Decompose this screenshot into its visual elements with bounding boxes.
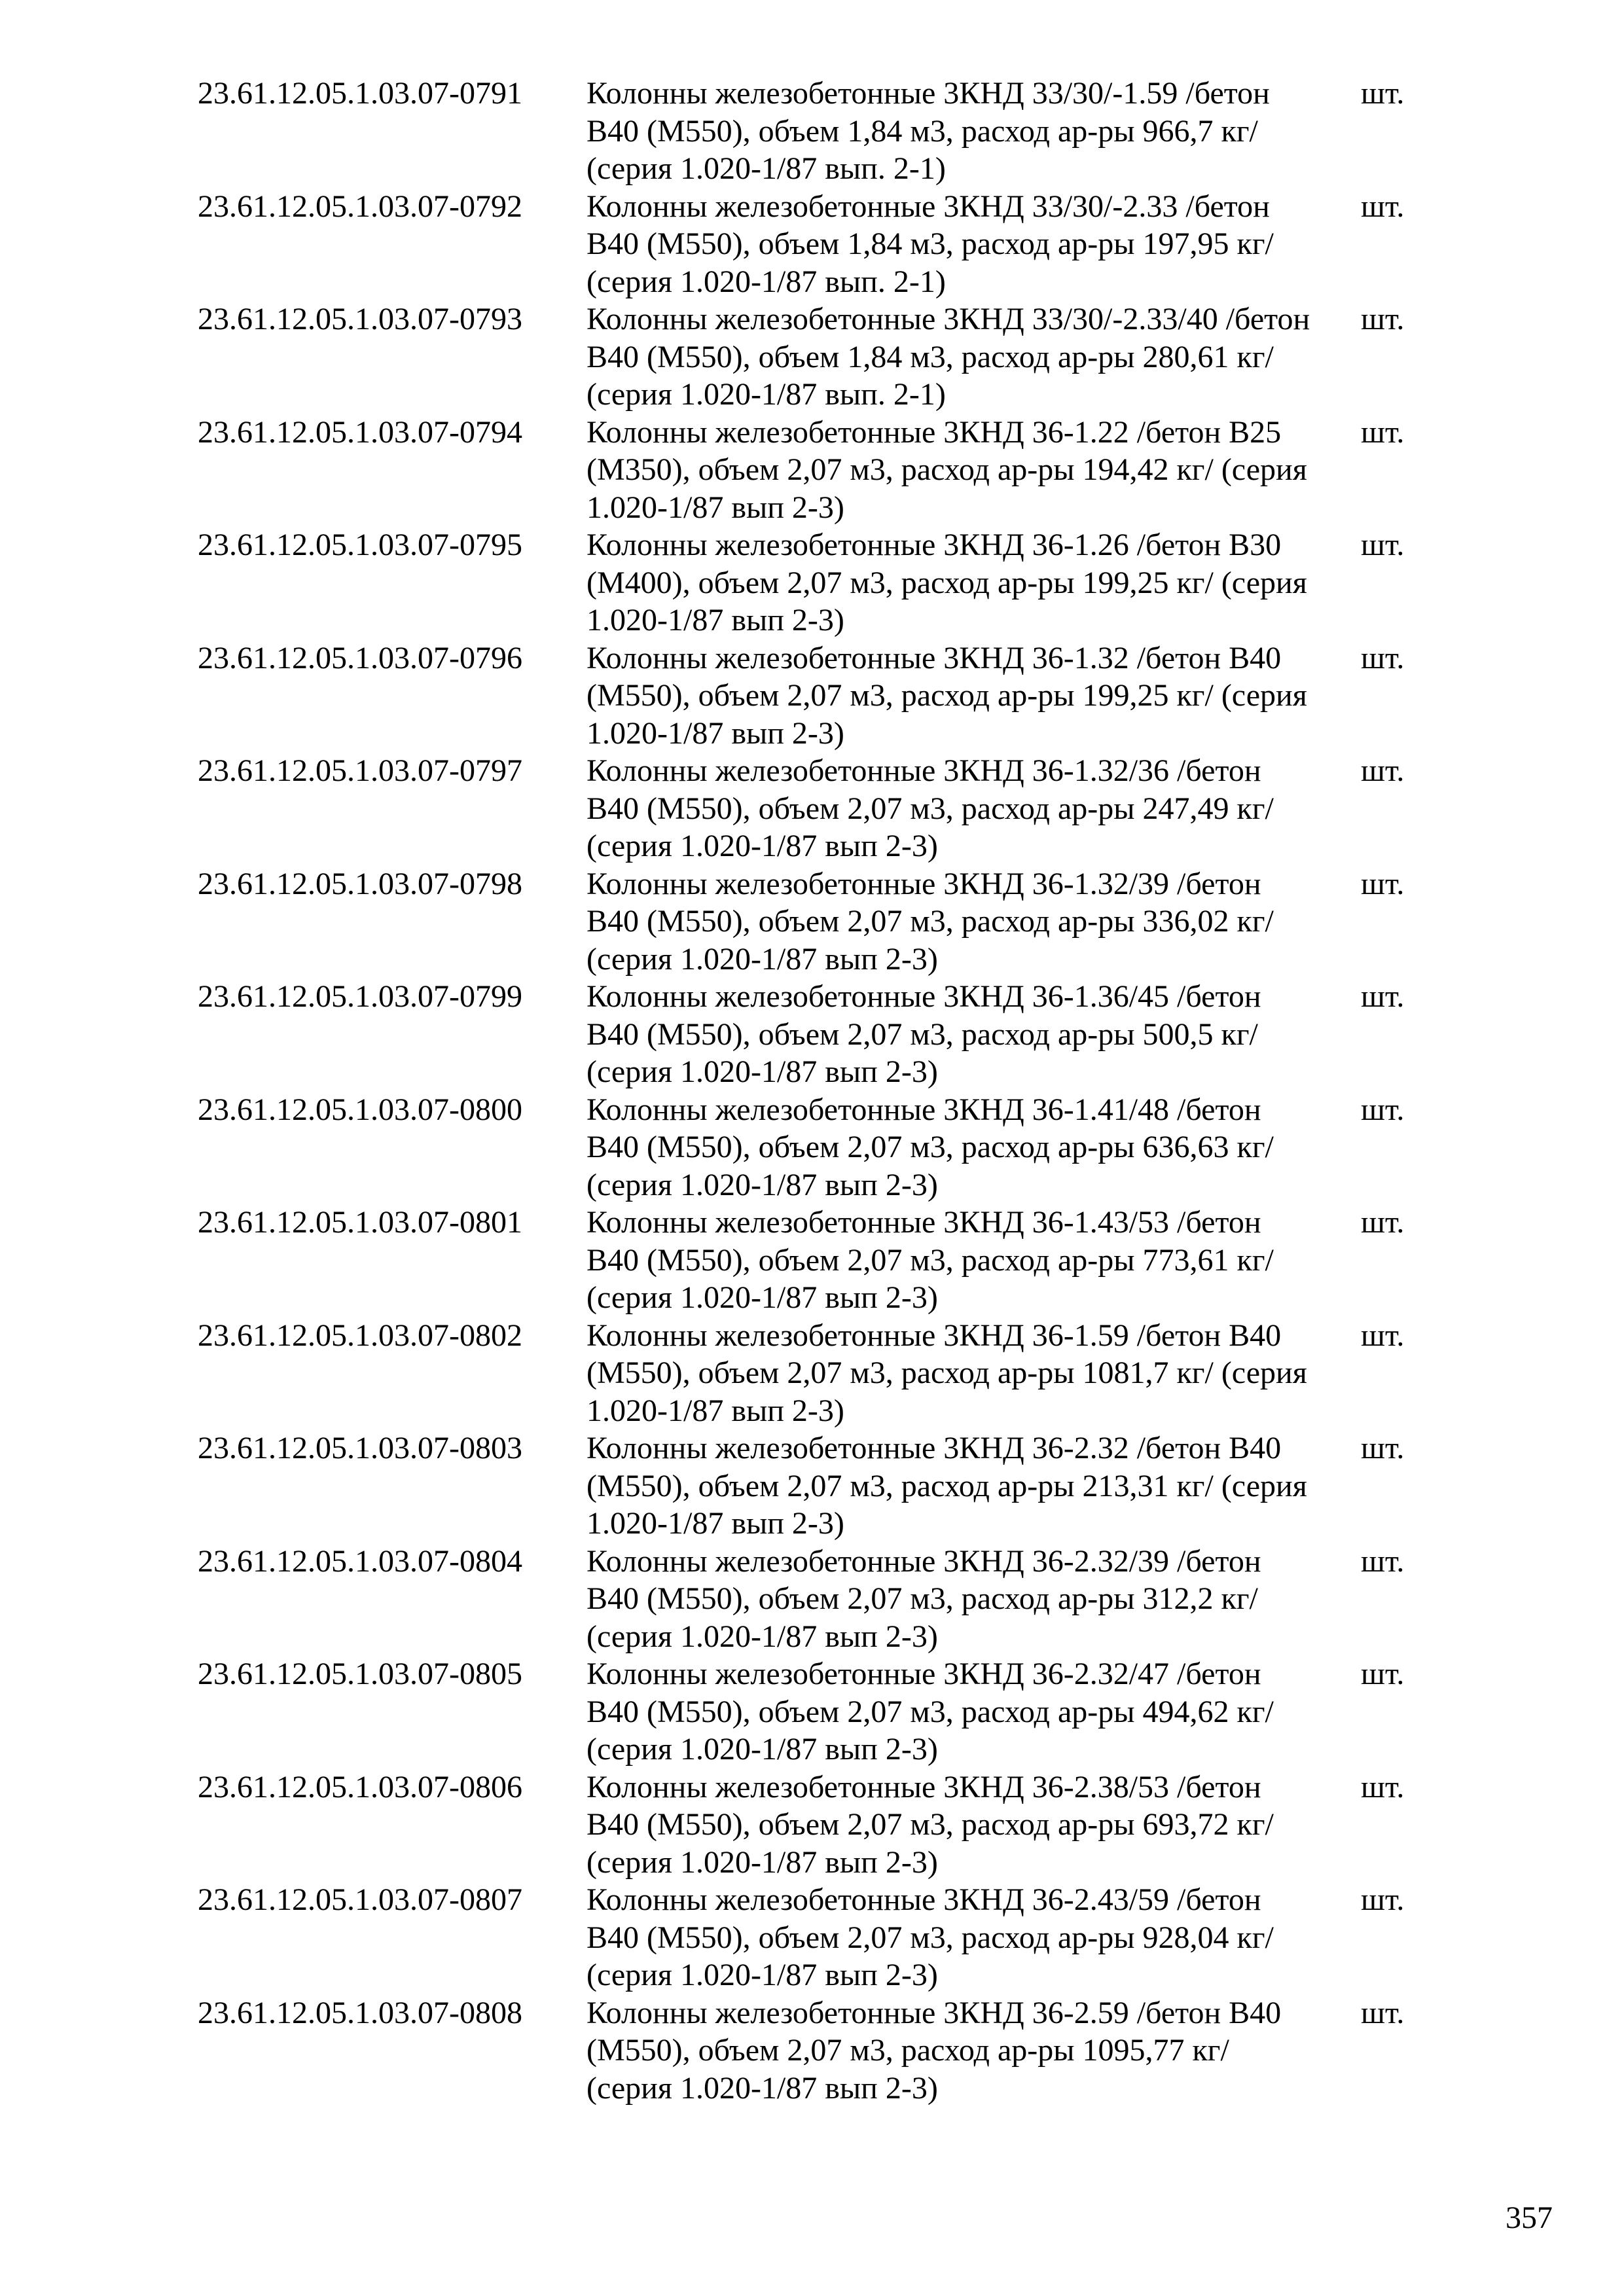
description-line: В40 (М550), объем 1,84 м3, расход ар-ры 280,61 кг/	[586, 339, 1274, 374]
item-unit: шт.	[1361, 1543, 1405, 1579]
item-description	[586, 978, 1361, 1091]
item-code: 23.61.12.05.1.03.07-0808	[198, 1995, 522, 2030]
description-line: В40 (М550), объем 2,07 м3, расход ар-ры 500,5 кг/	[586, 1016, 1258, 1052]
description-line: Колонны железобетонные 3КНД 36-2.32/39 /бетон	[586, 1543, 1261, 1579]
item-unit: шт.	[1361, 302, 1405, 336]
item-unit: шт.	[1361, 979, 1405, 1014]
description-line: (серия 1.020-1/87 вып 2-3)	[586, 1844, 938, 1880]
item-unit: шт.	[1361, 640, 1405, 675]
item-description	[586, 414, 1361, 527]
item-unit: шт.	[1361, 1092, 1405, 1127]
item-unit: шт.	[1361, 753, 1405, 788]
description-line: (серия 1.020-1/87 вып 2-3)	[586, 829, 938, 863]
description-line: (серия 1.020-1/87 вып 2-3)	[586, 1054, 938, 1089]
description-line: Колонны железобетонные 3КНД 36-2.38/53 /бетон	[586, 1769, 1261, 1804]
table-row	[198, 1994, 1441, 2108]
description-line: 1.020-1/87 вып 2-3)	[586, 1393, 844, 1428]
description-line: Колонны железобетонные 3КНД 36-2.43/59 /бетон	[586, 1882, 1261, 1917]
table-row	[198, 1429, 1441, 1543]
description-line: (серия 1.020-1/87 вып 2-3)	[586, 1167, 938, 1202]
table-row	[198, 300, 1441, 414]
description-line: (серия 1.020-1/87 вып 2-3)	[586, 1732, 938, 1767]
description-line: (серия 1.020-1/87 вып 2-3)	[586, 1958, 938, 1992]
item-description	[586, 188, 1361, 301]
item-description	[586, 1543, 1361, 1656]
description-line: (серия 1.020-1/87 вып 2-3)	[586, 1619, 938, 1654]
item-code: 23.61.12.05.1.03.07-0800	[198, 1092, 522, 1127]
description-line: (М550), объем 2,07 м3, расход ар-ры 1095,77 кг/	[586, 2033, 1229, 2068]
table-row	[198, 1543, 1441, 1656]
item-code: 23.61.12.05.1.03.07-0807	[198, 1882, 522, 1917]
table-row	[198, 188, 1441, 301]
item-unit: шт.	[1361, 866, 1405, 901]
table-row	[198, 1204, 1441, 1317]
item-code: 23.61.12.05.1.03.07-0791	[198, 76, 522, 111]
description-line: В40 (М550), объем 1,84 м3, расход ар-ры 197,95 кг/	[586, 226, 1274, 261]
item-unit: шт.	[1361, 1882, 1405, 1917]
item-code: 23.61.12.05.1.03.07-0799	[198, 979, 522, 1014]
item-unit: шт.	[1361, 1995, 1405, 2030]
description-line: (М400), объем 2,07 м3, расход ар-ры 199,25 кг/ (серия	[586, 565, 1307, 600]
item-unit: шт.	[1361, 1769, 1405, 1804]
description-line: 1.020-1/87 вып 2-3)	[586, 490, 844, 525]
description-line: Колонны железобетонные 3КНД 36-1.36/45 /бетон	[586, 979, 1261, 1014]
item-code: 23.61.12.05.1.03.07-0803	[198, 1431, 522, 1465]
description-line: В40 (М550), объем 2,07 м3, расход ар-ры 773,61 кг/	[586, 1242, 1274, 1278]
description-line: (серия 1.020-1/87 вып. 2-1)	[586, 264, 946, 299]
description-line: В40 (М550), объем 1,84 м3, расход ар-ры 966,7 кг/	[586, 113, 1258, 149]
item-code: 23.61.12.05.1.03.07-0793	[198, 302, 522, 336]
table-row	[198, 1768, 1441, 1882]
description-line: (М350), объем 2,07 м3, расход ар-ры 194,42 кг/ (серия	[586, 452, 1307, 487]
item-description	[586, 1994, 1361, 2108]
item-description	[586, 1881, 1361, 1994]
description-line: Колонны железобетонные 3КНД 36-1.32/39 /бетон	[586, 866, 1261, 901]
item-description	[586, 300, 1361, 414]
description-line: Колонны железобетонные 3КНД 33/30/-2.33 /бетон	[586, 188, 1270, 224]
description-line: Колонны железобетонные 3КНД 36-2.59 /бетон В40	[586, 1995, 1282, 2030]
table-row	[198, 75, 1441, 188]
description-line: 1.020-1/87 вып 2-3)	[586, 603, 844, 637]
table-row	[198, 526, 1441, 639]
item-description	[586, 526, 1361, 639]
description-line: 1.020-1/87 вып 2-3)	[586, 715, 844, 751]
description-line: Колонны железобетонные 3КНД 36-1.43/53 /бетон	[586, 1205, 1261, 1240]
description-line: (серия 1.020-1/87 вып 2-3)	[586, 2070, 938, 2106]
description-line: Колонны железобетонные 3КНД 36-2.32 /бетон В40	[586, 1431, 1282, 1465]
description-line: Колонны железобетонные 3КНД 33/30/-1.59 /бетон	[586, 76, 1270, 111]
description-line: (серия 1.020-1/87 вып. 2-1)	[586, 151, 946, 186]
description-line: В40 (М550), объем 2,07 м3, расход ар-ры 636,63 кг/	[586, 1130, 1274, 1164]
item-code: 23.61.12.05.1.03.07-0798	[198, 866, 522, 901]
item-unit: шт.	[1361, 1205, 1405, 1240]
table-row	[198, 1091, 1441, 1204]
table-row	[198, 1655, 1441, 1768]
description-line: (серия 1.020-1/87 вып. 2-1)	[586, 377, 946, 412]
price-list-table	[198, 75, 1441, 2107]
table-row	[198, 978, 1441, 1091]
table-row	[198, 1881, 1441, 1994]
description-line: (М550), объем 2,07 м3, расход ар-ры 199,25 кг/ (серия	[586, 678, 1307, 713]
item-unit: шт.	[1361, 76, 1405, 111]
item-code: 23.61.12.05.1.03.07-0802	[198, 1318, 522, 1353]
description-line: Колонны железобетонные 3КНД 36-1.22 /бетон В25	[586, 414, 1282, 450]
item-code: 23.61.12.05.1.03.07-0794	[198, 414, 522, 450]
item-unit: шт.	[1361, 528, 1405, 562]
description-line: Колонны железобетонные 3КНД 36-1.32 /бетон В40	[586, 640, 1282, 675]
description-line: (М550), объем 2,07 м3, расход ар-ры 1081,7 кг/ (серия	[586, 1355, 1307, 1390]
description-line: В40 (М550), объем 2,07 м3, расход ар-ры 494,62 кг/	[586, 1694, 1274, 1729]
item-code: 23.61.12.05.1.03.07-0801	[198, 1205, 522, 1240]
item-unit: шт.	[1361, 1657, 1405, 1691]
item-description	[586, 752, 1361, 865]
description-line: В40 (М550), объем 2,07 м3, расход ар-ры 312,2 кг/	[586, 1581, 1258, 1616]
item-code: 23.61.12.05.1.03.07-0804	[198, 1543, 522, 1579]
table-row	[198, 752, 1441, 865]
description-line: (М550), объем 2,07 м3, расход ар-ры 213,31 кг/ (серия	[586, 1468, 1307, 1503]
item-description	[586, 1768, 1361, 1882]
item-code: 23.61.12.05.1.03.07-0806	[198, 1769, 522, 1804]
item-code: 23.61.12.05.1.03.07-0795	[198, 528, 522, 562]
item-unit: шт.	[1361, 1431, 1405, 1465]
page-number: 357	[1506, 2200, 1553, 2235]
table-row	[198, 865, 1441, 978]
description-line: В40 (М550), объем 2,07 м3, расход ар-ры 928,04 кг/	[586, 1920, 1274, 1955]
description-line: Колонны железобетонные 3КНД 36-2.32/47 /бетон	[586, 1657, 1261, 1691]
item-description	[586, 1204, 1361, 1317]
item-code: 23.61.12.05.1.03.07-0797	[198, 753, 522, 788]
item-description	[586, 1091, 1361, 1204]
description-line: В40 (М550), объем 2,07 м3, расход ар-ры 693,72 кг/	[586, 1807, 1274, 1842]
description-line: Колонны железобетонные 3КНД 36-1.59 /бетон В40	[586, 1318, 1282, 1353]
item-description	[586, 75, 1361, 188]
item-code: 23.61.12.05.1.03.07-0796	[198, 640, 522, 675]
item-code: 23.61.12.05.1.03.07-0792	[198, 188, 522, 224]
table-row	[198, 639, 1441, 753]
description-line: Колонны железобетонные 3КНД 33/30/-2.33/40 /бетон	[586, 302, 1310, 336]
item-description	[586, 1655, 1361, 1768]
table-row	[198, 1317, 1441, 1430]
item-unit: шт.	[1361, 188, 1405, 224]
description-line: В40 (М550), объем 2,07 м3, расход ар-ры 247,49 кг/	[586, 791, 1274, 826]
item-description	[586, 1429, 1361, 1543]
description-line: 1.020-1/87 вып 2-3)	[586, 1506, 844, 1541]
description-line: (серия 1.020-1/87 вып 2-3)	[586, 941, 938, 977]
description-line: Колонны железобетонные 3КНД 36-1.32/36 /бетон	[586, 753, 1261, 788]
description-line: Колонны железобетонные 3КНД 36-1.26 /бетон В30	[586, 528, 1282, 562]
item-unit: шт.	[1361, 414, 1405, 450]
item-description	[586, 639, 1361, 753]
item-description	[586, 865, 1361, 978]
description-line: В40 (М550), объем 2,07 м3, расход ар-ры 336,02 кг/	[586, 904, 1274, 939]
description-line: Колонны железобетонные 3КНД 36-1.41/48 /бетон	[586, 1092, 1261, 1127]
description-line: (серия 1.020-1/87 вып 2-3)	[586, 1280, 938, 1315]
item-code: 23.61.12.05.1.03.07-0805	[198, 1657, 522, 1691]
table-row	[198, 414, 1441, 527]
item-unit: шт.	[1361, 1318, 1405, 1353]
item-description	[586, 1317, 1361, 1430]
